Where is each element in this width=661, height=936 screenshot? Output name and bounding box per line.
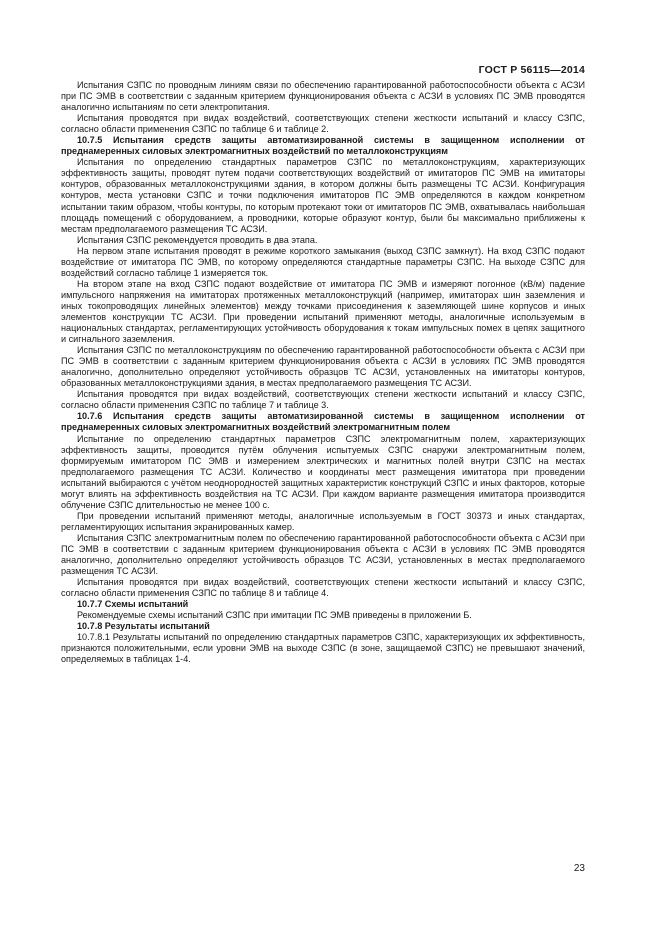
paragraph: На первом этапе испытания проводят в режиме короткого замыкания (выход СЗПС замкнут). На вход СЗПС подают воздействие от имитатора ПС ЭМВ, по которому определяются стандартные параметры СЗПС. На выходе СЗПС для воздействий согласно таблице 1 измеряется ток. [61, 245, 585, 278]
section-heading-10-7-8: 10.7.8 Результаты испытаний [77, 621, 210, 632]
paragraph: Испытания СЗПС по проводным линиям связи по обеспечению гарантированной работоспособности объекта с АСЗИ при ПС ЭМВ в соответствии с заданным критерием функционирования объекта с АСЗИ в условиях ПС ЭМВ проводятся аналогично испытаниям по сети электропитания. [61, 80, 585, 113]
section-heading-10-7-7: 10.7.7 Схемы испытаний [77, 599, 189, 610]
paragraph: 10.7.8.1 Результаты испытаний по определению стандартных параметров СЗПС, характеризующих их эффективность, признаются положительными, если уровни ЭМВ на выходе СЗПС (в зоне, защищаемой СЗПС) не превышают значений, определяемых в таблицах 1-4. [61, 632, 585, 665]
paragraph: Испытания проводятся при видах воздействий, соответствующих степени жесткости испытаний и классу СЗПС, согласно области применения СЗПС по таблице 8 и таблице 4. [61, 577, 585, 599]
paragraph: Испытания по определению стандартных параметров СЗПС по металлоконструкциям, характеризующих эффективность защиты, проводят путем подачи соответствующих воздействий от имитаторов ПС ЭМВ на имитаторы контуров, образованных металлоконструкциями здания, в котором должны быть размещены ТС АСЗИ. Конфигурация контуров, места установки СЗПС и точки подключения имитаторов ПС ЭМВ определяются в каждом конкретном испытании таким образом, чтобы контуры, по которым протекают токи от имитаторов ПС ЭМВ, охватывалась наибольшая площадь помещений с оборудованием, а проводники, которые образуют контур, были бы максимально приближены к местам предполагаемого размещения ТС АСЗИ. [61, 157, 585, 234]
paragraph: Испытания проводятся при видах воздействий, соответствующих степени жесткости испытаний и классу СЗПС, согласно области применения СЗПС по таблице 7 и таблице 3. [61, 389, 585, 411]
paragraph: Рекомендуемые схемы испытаний СЗПС при имитации ПС ЭМВ приведены в приложении Б. [77, 610, 472, 621]
page-number: 23 [573, 863, 585, 874]
document-body [61, 80, 585, 665]
standard-code-header: ГОСТ Р 56115—2014 [478, 64, 585, 76]
paragraph: При проведении испытаний применяют методы, аналогичные используемым в ГОСТ 30373 и иных стандартах, регламентирующих испытания экранированных камер. [61, 510, 585, 532]
paragraph: Испытания СЗПС по металлоконструкциям по обеспечению гарантированной работоспособности объекта с АСЗИ при ПС ЭМВ в соответствии с заданным критерием функционирования объекта с АСЗИ в условиях ПС ЭМВ проводятся аналогично, дополнительно определяют устойчивость образцов ТС АСЗИ, установленных на имитаторы контуров, образованных металлоконструкциями здания, в местах предполагаемого размещения ТС АСЗИ. [61, 345, 585, 389]
section-heading-10-7-5: 10.7.5 Испытания средств защиты автоматизированной системы в защищенном исполнении от преднамеренных силовых электромагнитных воздействий по металлоконструкциям [61, 135, 585, 157]
paragraph: На втором этапе на вход СЗПС подают воздействие от имитатора ПС ЭМВ и измеряют погонное (кВ/м) падение импульсного напряжения на имитаторах протяженных металлоконструкций (например, имитаторах шин заземления и иных токопроводящих линейных элементов) между точками присоединения к заземляющей шине корпусов и иных элементов конструкции ТС АСЗИ. При проведении испытаний применяют методы, аналогичные используемым в национальных стандартах, регламентирующих устойчивость оборудования к токам импульсных помех в цепях защитного и сигнального заземления. [61, 278, 585, 345]
paragraph: Испытания СЗПС электромагнитным полем по обеспечению гарантированной работоспособности объекта с АСЗИ при ПС ЭМВ в соответствии с заданным критерием функционирования объекта с АСЗИ в условиях ПС ЭМВ проводятся аналогично, дополнительно определяют устойчивость образцов ТС АСЗИ, установленных в местах предполагаемого размещения ТС АСЗИ. [61, 532, 585, 577]
section-heading-10-7-6: 10.7.6 Испытания средств защиты автоматизированной системы в защищенном исполнении от преднамеренных силовых электромагнитных воздействий электромагнитным полем [61, 411, 585, 433]
paragraph: Испытания СЗПС рекомендуется проводить в два этапа. [77, 234, 318, 245]
paragraph: Испытание по определению стандартных параметров СЗПС электромагнитным полем, характеризующих эффективность защиты, проводится путём облучения испытуемых СЗПС снаружи электромагнитным полем, формируемым имитатором ПС ЭМВ и измерением электрических и магнитных полей внутри СЗПС на местах предполагаемого размещения ТС АСЗИ. Количество и координаты мест размещения имитатора при проведении испытаний выбираются с учётом неоднородностей защитных характеристик конструкций СЗПС и иных факторов, которые могут влиять на эффективность воздействия на ТС АСЗИ. При каждом варианте размещения имитатора производится облучение СЗПС длительностью не менее 100 с. [61, 433, 585, 510]
paragraph: Испытания проводятся при видах воздействий, соответствующих степени жесткости испытаний и классу СЗПС, согласно области применения СЗПС по таблице 6 и таблице 2. [61, 113, 585, 135]
